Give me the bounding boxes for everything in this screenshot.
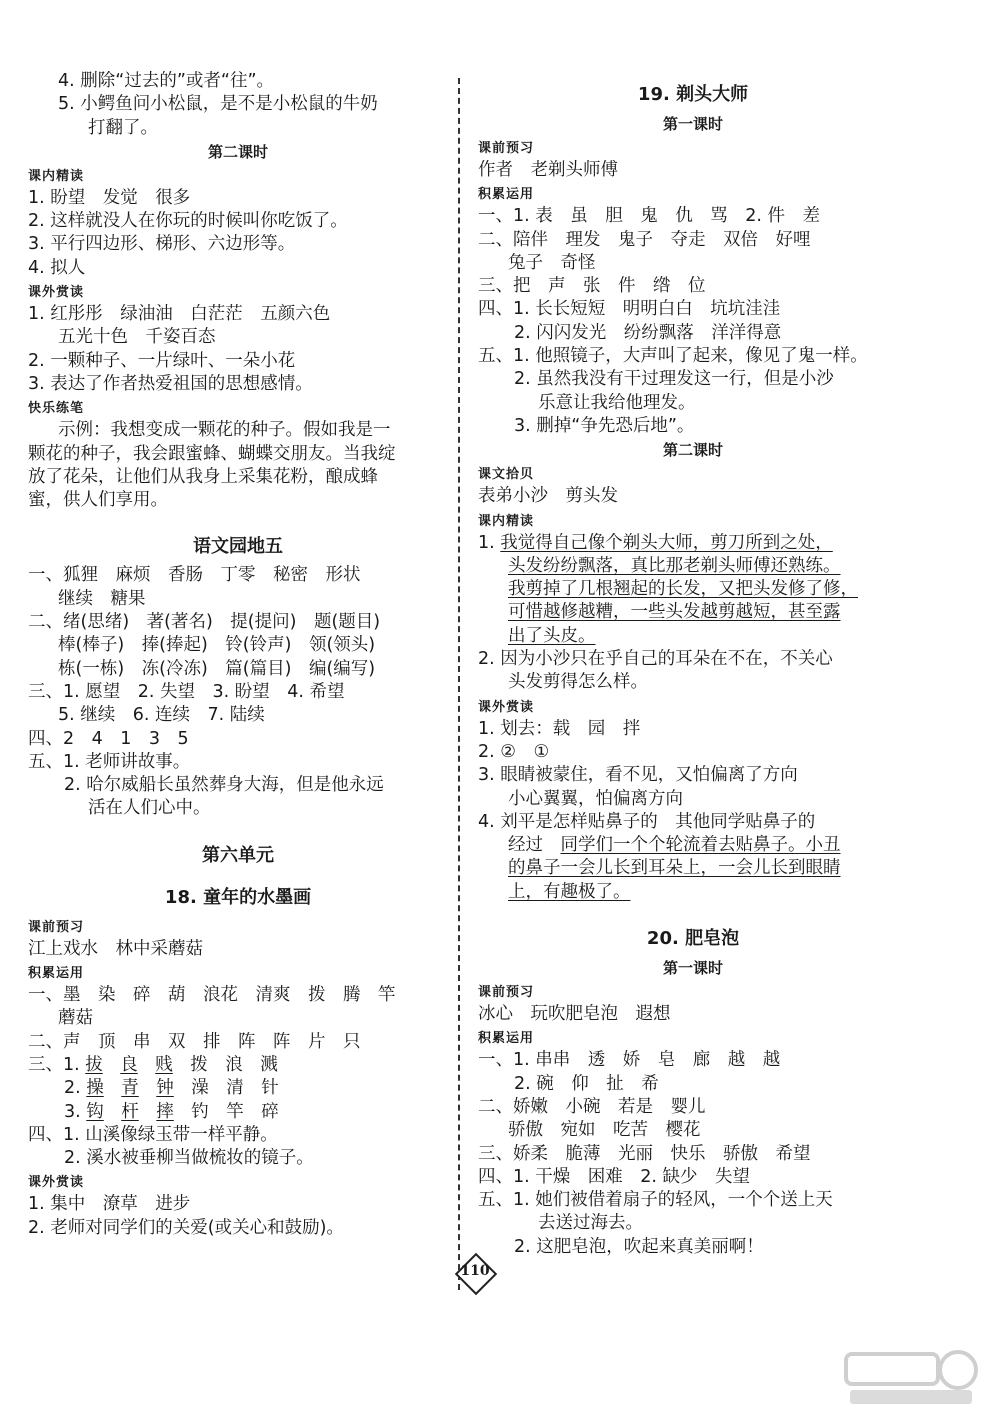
answer-line: 放了花朵，让他们从我身上采集花粉，酿成蜂	[28, 466, 378, 487]
text-span: 1.	[478, 532, 501, 553]
unit-title: 18. 童年的水墨画	[164, 886, 312, 908]
unit-title: 20. 肥皂泡	[646, 928, 740, 950]
answer-line: 四、2 4 1 3 5	[28, 728, 189, 749]
underlined-text: 良	[120, 1054, 138, 1075]
underlined-text: 上，有趣极了。	[508, 881, 631, 902]
unit-title: 第六单元	[202, 844, 274, 866]
underlined-text: 头发纷纷飘落，真比那老剃头师傅还熟练。	[508, 555, 841, 576]
right-column	[478, 70, 908, 1259]
answer-line: 江上戏水 林中采蘑菇	[28, 938, 203, 959]
underlined-text: 可惜越修越糟，一些头发越剪越短，甚至露	[508, 602, 841, 623]
answer-line: 五光十色 千姿百态	[58, 327, 216, 348]
answer-line: 5. 继续 6. 连续 7. 陆续	[58, 705, 265, 726]
lesson-heading: 第二课时	[207, 142, 268, 161]
underlined-text: 我剪掉了几根翘起的长发，又把头发修了修，	[508, 579, 858, 600]
answer-line: 五、1. 老师讲故事。	[28, 751, 191, 772]
answer-line: 栋(一栋) 冻(冷冻) 篇(篇目) 编(编写)	[58, 658, 376, 679]
text-span	[139, 1102, 157, 1122]
underlined-text: 贱	[155, 1054, 173, 1075]
answer-line: 作者 老剃头师傅	[478, 160, 618, 180]
page-number: 110	[460, 1263, 490, 1279]
text-span	[104, 1078, 122, 1098]
answer-line: 2. 闪闪发光 纷纷飘落 洋洋得意	[514, 322, 782, 343]
answer-line	[478, 881, 908, 904]
answer-line: 一、1. 表 虽 胆 鬼 仇 骂 2. 件 差	[478, 206, 821, 227]
answer-line: 1. 红彤彤 绿油油 白茫茫 五颜六色	[28, 304, 331, 325]
answer-line: 一、1. 串串 透 娇 皂 廊 越 越	[478, 1050, 781, 1071]
answer-line: 三、1. 愿望 2. 失望 3. 盼望 4. 希望	[28, 681, 345, 702]
answer-line	[478, 578, 908, 601]
answer-line	[28, 1101, 448, 1124]
lesson-heading: 第一课时	[662, 959, 723, 978]
section-label: 课外赏读	[478, 699, 535, 715]
spacer	[478, 904, 908, 914]
text-span: 经过	[508, 835, 561, 856]
section-label: 课内精读	[28, 168, 85, 184]
answer-line: 表弟小沙 剪头发	[478, 486, 618, 507]
answer-line: 三、把 声 张 件 绺 位	[478, 276, 706, 297]
underlined-text: 杆	[121, 1101, 139, 1122]
answer-line	[478, 555, 908, 578]
answer-line: 4. 拟人	[28, 257, 86, 278]
answer-line	[478, 857, 908, 880]
left-column	[28, 70, 448, 1240]
answer-line: 五、1. 他照镜子，大声叫了起来，像见了鬼一样。	[478, 346, 868, 367]
answer-line: 2. 一颗种子、一片绿叶、一朵小花	[28, 350, 296, 371]
answer-line: 1. 划去：载 园 拌	[478, 718, 641, 739]
answer-line: 3. 表达了作者热爱祖国的思想感情。	[28, 373, 313, 394]
answer-line: 四、1. 长长短短 明明白白 坑坑洼洼	[478, 299, 781, 320]
answer-line: 1. 集中 潦草 进步	[28, 1194, 191, 1215]
answer-line: 四、1. 山溪像绿玉带一样平静。	[28, 1124, 278, 1145]
answer-line	[478, 601, 908, 624]
answer-line: 颗花的种子，我会跟蜜蜂、蝴蝶交朋友。当我绽	[28, 443, 396, 464]
section-label: 课文拾贝	[478, 467, 535, 483]
answer-line: 二、绪(思绪) 著(著名) 提(提问) 题(题目)	[28, 612, 381, 633]
section-label: 课前预习	[28, 919, 85, 935]
page-number-badge	[447, 1258, 503, 1288]
answer-line: 去送过海去。	[538, 1213, 643, 1234]
answer-line	[478, 834, 908, 857]
answer-line: 2. 溪水被垂柳当做梳妆的镜子。	[64, 1148, 314, 1169]
section-label: 快乐练笔	[28, 401, 85, 417]
underlined-text: 摔	[156, 1101, 174, 1122]
answer-line: 二、声 顶 串 双 排 阵 阵 片 只	[28, 1031, 361, 1052]
unit-title: 19. 剃头大师	[637, 84, 749, 105]
text-span	[138, 1055, 156, 1075]
underlined-text: 我觉得自己像个剃头大师，剪刀所到之处，	[500, 532, 833, 553]
answer-line	[478, 532, 908, 555]
section-label: 积累运用	[28, 966, 85, 982]
underlined-text: 钟	[156, 1078, 174, 1099]
answer-line: 2. 虽然我没有干过理发这一行，但是小沙	[514, 369, 834, 390]
underlined-text: 青	[121, 1078, 139, 1099]
text-span	[103, 1055, 121, 1075]
watermark-logo	[840, 1346, 980, 1408]
answer-line: 3. 眼睛被蒙住，看不见，又怕偏离了方向	[478, 765, 798, 786]
answer-line: 冰心 玩吹肥皂泡 遐想	[478, 1004, 671, 1025]
answer-line: 乐意让我给他理发。	[538, 392, 696, 413]
section-label: 课前预习	[478, 985, 535, 1001]
answer-line: 4. 刘平是怎样贴鼻子的 其他同学贴鼻子的	[478, 811, 816, 832]
section-label: 课外赏读	[28, 1175, 85, 1191]
section-label: 课内精读	[478, 513, 535, 529]
underlined-text: 操	[86, 1078, 104, 1099]
underlined-text: 钩	[86, 1101, 104, 1122]
answer-line: 1. 盼望 发觉 很多	[28, 187, 191, 208]
answer-line: 五、1. 她们被借着扇子的轻风，一个个送上天	[478, 1190, 833, 1211]
spacer	[28, 821, 448, 831]
answer-line: 2. 哈尔威船长虽然葬身大海，但是他永远	[64, 775, 384, 796]
answer-line: 2. ② ①	[478, 741, 550, 762]
text-span: 3.	[64, 1101, 87, 1122]
answer-line: 一、墨 染 碎 葫 浪花 清爽 拨 腾 竿	[28, 985, 396, 1006]
text-span	[139, 1078, 157, 1098]
text-span: 2.	[64, 1078, 87, 1099]
answer-line: 活在人们心中。	[88, 798, 211, 819]
answer-line: 3. 平行四边形、梯形、六边形等。	[28, 234, 296, 255]
answer-line: 2. 老师对同学们的关爱(或关心和鼓励)。	[28, 1217, 344, 1238]
answer-line: 骄傲 宛如 吃苦 樱花	[508, 1120, 701, 1141]
answer-line: 蘑菇	[58, 1008, 93, 1029]
answer-line: 2. 这样就没人在你玩的时候叫你吃饭了。	[28, 211, 348, 232]
answer-line: 2. 这肥皂泡，吹起来真美丽啊！	[514, 1236, 764, 1257]
column-divider	[458, 78, 460, 1290]
underlined-text: 出了头皮。	[508, 625, 596, 646]
answer-line: 二、陪伴 理发 鬼子 夺走 双倍 好哩	[478, 229, 811, 250]
spacer	[28, 512, 448, 522]
answer-line: 3. 删掉“争先恐后地”。	[514, 415, 695, 436]
text-span: 澡 清 针	[173, 1078, 279, 1099]
answer-line: 兔子 奇怪	[508, 252, 596, 273]
lesson-heading: 第二课时	[662, 441, 723, 460]
answer-line: 棒(棒子) 捧(捧起) 铃(铃声) 领(领头)	[58, 635, 376, 656]
answer-line	[478, 625, 908, 648]
answer-line: 打翻了。	[88, 117, 158, 138]
answer-line: 三、娇柔 脆薄 光丽 快乐 骄傲 希望	[478, 1143, 811, 1164]
answer-line: 2. 因为小沙只在乎自己的耳朵在不在，不关心	[478, 649, 833, 670]
section-label: 积累运用	[478, 1031, 535, 1047]
answer-line: 一、狐狸 麻烦 香肠 丁零 秘密 形状	[28, 565, 361, 586]
section-label: 积累运用	[478, 187, 535, 203]
underlined-text: 拔	[85, 1054, 103, 1075]
lesson-heading: 第一课时	[662, 115, 723, 133]
answer-line: 5. 小鳄鱼问小松鼠，是不是小松鼠的牛奶	[58, 94, 378, 115]
unit-title: 语文园地五	[193, 536, 283, 558]
answer-line: 蜜，供人们享用。	[28, 490, 168, 511]
text-span: 钓 竿 碎	[173, 1101, 279, 1122]
text-span	[104, 1102, 122, 1122]
answer-line: 继续 糖果	[58, 588, 146, 609]
answer-line: 2. 碗 仰 扯 希	[514, 1073, 659, 1094]
section-label: 课前预习	[478, 141, 535, 156]
text-span: 拨 浪 溅	[172, 1054, 278, 1075]
answer-line: 四、1. 干燥 困难 2. 缺少 失望	[478, 1166, 751, 1187]
answer-line: 4. 删除“过去的”或者“往”。	[58, 71, 275, 91]
answer-line	[28, 1054, 448, 1077]
answer-line: 小心翼翼，怕偏离方向	[508, 788, 683, 809]
section-label: 课外赏读	[28, 285, 85, 301]
text-span: 三、1.	[28, 1054, 86, 1075]
answer-line: 二、娇嫩 小碗 若是 婴儿	[478, 1096, 706, 1117]
underlined-text: 同学们一个个轮流着去贴鼻子。小丑	[560, 835, 841, 856]
answer-line: 头发剪得怎么样。	[508, 672, 648, 693]
answer-line: 示例：我想变成一颗花的种子。假如我是一	[58, 420, 391, 441]
underlined-text: 的鼻子一会儿长到耳朵上，一会儿长到眼睛	[508, 858, 841, 879]
answer-line	[28, 1077, 448, 1100]
